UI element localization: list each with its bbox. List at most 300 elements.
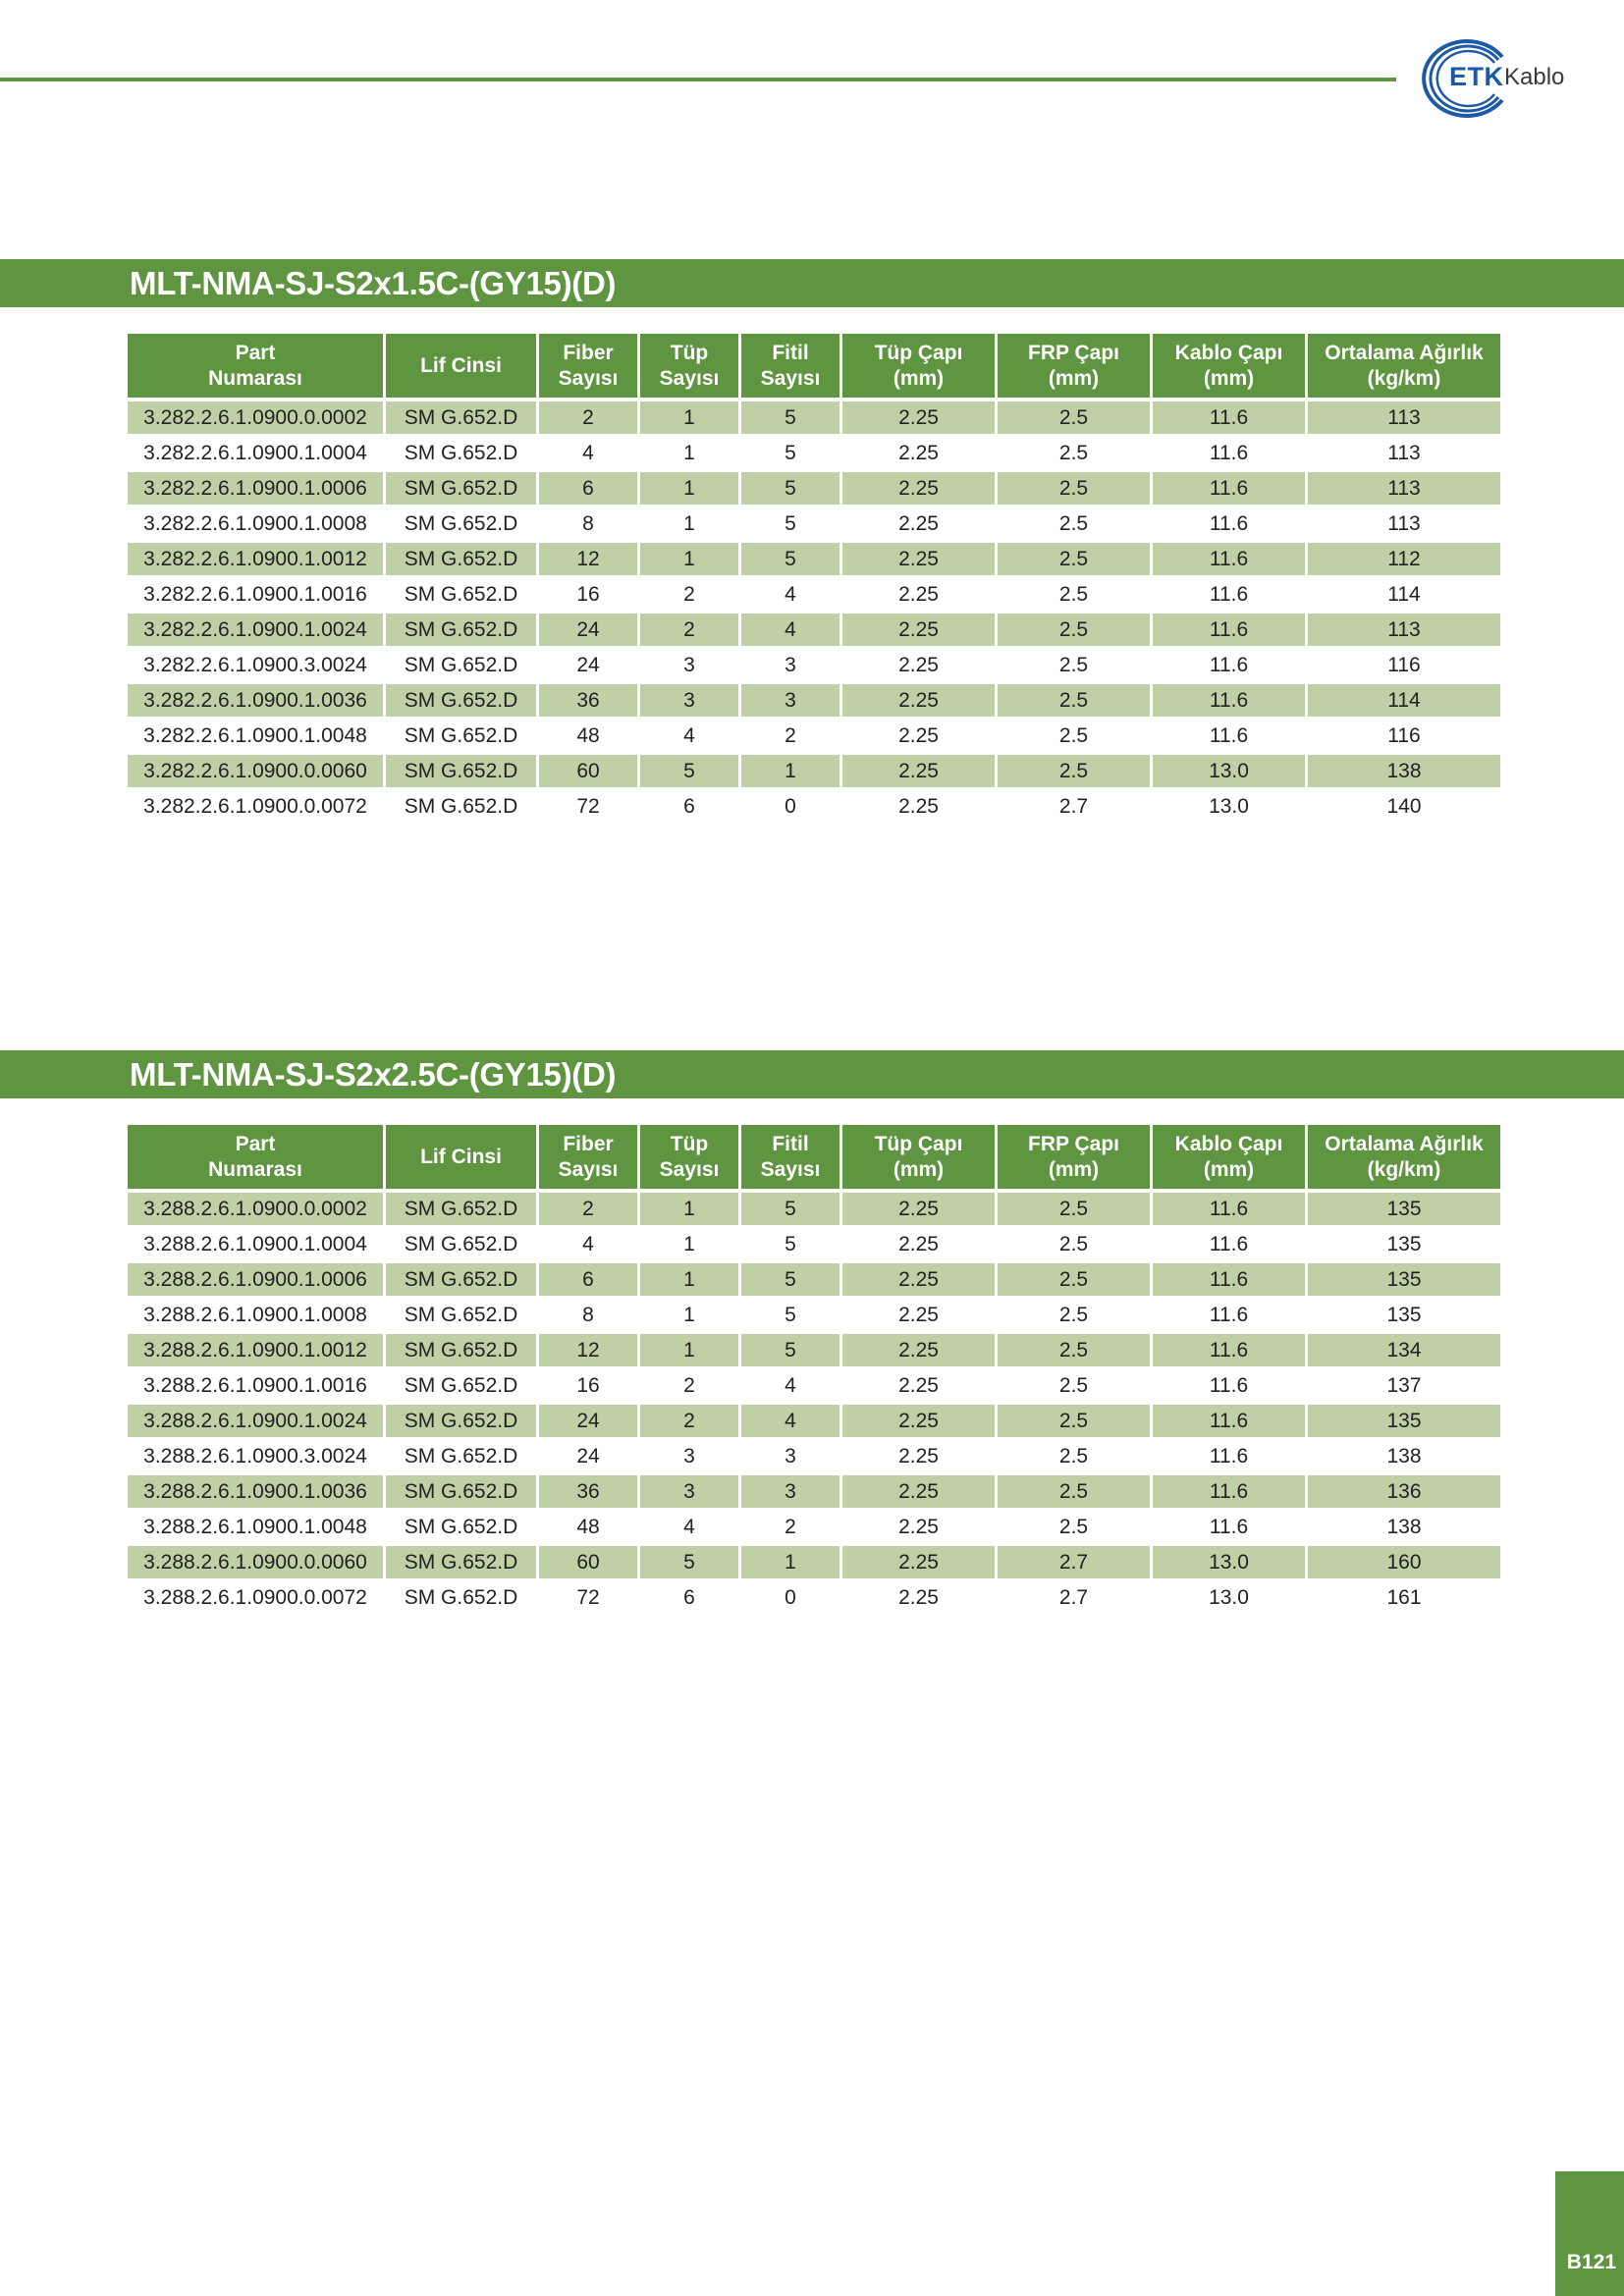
column-header-line: (kg/km) <box>1367 366 1441 390</box>
table-row <box>128 614 1500 649</box>
table-cell: 2.25 <box>842 649 995 684</box>
table-cell: 4 <box>741 1405 839 1440</box>
table-cell: 2.25 <box>842 1405 995 1440</box>
table-cell: 135 <box>1308 1405 1500 1440</box>
page-number-tab <box>1555 2171 1624 2296</box>
table-cell: 2 <box>640 1405 738 1440</box>
column-header-line: (mm) <box>893 1157 945 1181</box>
table-cell: 140 <box>1308 790 1500 826</box>
table-cell: 11.6 <box>1153 1334 1305 1369</box>
table-cell: 2.25 <box>842 684 995 720</box>
table-cell: 2.5 <box>998 507 1150 543</box>
column-header-line: Fiber <box>563 1132 614 1155</box>
table-cell: 138 <box>1308 1440 1500 1475</box>
table-cell: 2.7 <box>998 1546 1150 1581</box>
table-cell: 0 <box>741 790 839 826</box>
table-cell: 1 <box>640 401 738 437</box>
table-cell: 2.5 <box>998 472 1150 507</box>
column-header <box>842 1125 995 1193</box>
column-header-line: Sayısı <box>760 1157 821 1181</box>
table-row <box>128 1546 1500 1581</box>
table-cell: 138 <box>1308 755 1500 790</box>
table-cell: 1 <box>640 1299 738 1334</box>
table-cell: 2.25 <box>842 1511 995 1546</box>
table-row <box>128 578 1500 614</box>
column-header-line: Numarası <box>208 366 302 390</box>
table-cell: 135 <box>1308 1299 1500 1334</box>
table-cell: 3.282.2.6.1.0900.1.0016 <box>128 578 383 614</box>
table-cell: 11.6 <box>1153 1369 1305 1405</box>
table-cell: 13.0 <box>1153 755 1305 790</box>
section-title-2: MLT-NMA-SJ-S2x2.5C-(GY15)(D) <box>130 1056 617 1093</box>
table-cell: SM G.652.D <box>386 1334 536 1369</box>
table-cell: 48 <box>539 1511 637 1546</box>
table-cell: 3.282.2.6.1.0900.1.0048 <box>128 720 383 755</box>
table-cell: 4 <box>741 614 839 649</box>
table-cell: 2.5 <box>998 755 1150 790</box>
table-cell: 2.7 <box>998 790 1150 826</box>
table-cell: 2.25 <box>842 1369 995 1405</box>
table-cell: 3.288.2.6.1.0900.1.0004 <box>128 1228 383 1263</box>
table-cell: SM G.652.D <box>386 1440 536 1475</box>
column-header-line: Ortalama Ağırlık <box>1325 341 1484 364</box>
column-header-line: Sayısı <box>558 1157 619 1181</box>
table-row <box>128 755 1500 790</box>
logo-kablo-text: Kablo <box>1504 64 1565 90</box>
table-cell: 2.25 <box>842 1440 995 1475</box>
table-cell: 11.6 <box>1153 401 1305 437</box>
table-row <box>128 437 1500 472</box>
column-header-line: Numarası <box>208 1157 302 1181</box>
column-header-line: Kablo Çapı <box>1174 341 1283 364</box>
table-cell: 5 <box>741 543 839 578</box>
table-cell: 72 <box>539 790 637 826</box>
table-cell: 11.6 <box>1153 1299 1305 1334</box>
table-cell: 5 <box>640 1546 738 1581</box>
table-cell: 1 <box>640 1263 738 1299</box>
table-cell: 3.282.2.6.1.0900.1.0036 <box>128 684 383 720</box>
table-cell: 11.6 <box>1153 1193 1305 1228</box>
column-header-line: Tüp Çapı <box>874 341 963 364</box>
table-cell: SM G.652.D <box>386 543 536 578</box>
table-cell: SM G.652.D <box>386 1299 536 1334</box>
table-cell: 4 <box>539 437 637 472</box>
table-cell: 3.288.2.6.1.0900.0.0060 <box>128 1546 383 1581</box>
table-cell: SM G.652.D <box>386 755 536 790</box>
table-cell: 3.288.2.6.1.0900.1.0008 <box>128 1299 383 1334</box>
table-row <box>128 1263 1500 1299</box>
table-cell: 2.25 <box>842 1263 995 1299</box>
table-cell: 6 <box>539 1263 637 1299</box>
table-cell: 4 <box>741 578 839 614</box>
table-cell: 4 <box>640 1511 738 1546</box>
table-cell: 2.5 <box>998 720 1150 755</box>
table-cell: 2.25 <box>842 1334 995 1369</box>
table-cell: 11.6 <box>1153 649 1305 684</box>
section-title-band-2 <box>0 1050 1624 1098</box>
table-cell: 13.0 <box>1153 790 1305 826</box>
table-cell: 12 <box>539 1334 637 1369</box>
table-cell: 1 <box>640 472 738 507</box>
table-cell: 1 <box>640 1228 738 1263</box>
table-cell: 5 <box>741 1334 839 1369</box>
table-cell: 2.5 <box>998 1228 1150 1263</box>
column-header <box>842 334 995 401</box>
column-header-line: Lif Cinsi <box>420 1145 502 1168</box>
table-cell: 3 <box>640 649 738 684</box>
column-header <box>128 1125 383 1193</box>
table-row <box>128 1581 1500 1617</box>
table-row <box>128 1369 1500 1405</box>
column-header <box>741 1125 839 1193</box>
table-cell: SM G.652.D <box>386 1228 536 1263</box>
column-header <box>741 334 839 401</box>
table-cell: 3.288.2.6.1.0900.1.0036 <box>128 1475 383 1511</box>
table-cell: 16 <box>539 578 637 614</box>
column-header-line: Part <box>235 341 276 364</box>
table-cell: SM G.652.D <box>386 1475 536 1511</box>
table-row <box>128 472 1500 507</box>
column-header <box>128 334 383 401</box>
column-header <box>539 1125 637 1193</box>
table-cell: 36 <box>539 684 637 720</box>
header-row <box>128 1125 1500 1193</box>
table-cell: SM G.652.D <box>386 472 536 507</box>
table-cell: 4 <box>539 1228 637 1263</box>
table-cell: 2.5 <box>998 1334 1150 1369</box>
table-cell: 5 <box>741 1193 839 1228</box>
table-cell: 2.25 <box>842 790 995 826</box>
page-number: B121 <box>1566 2251 1616 2273</box>
table-cell: 2.25 <box>842 1581 995 1617</box>
table-cell: 60 <box>539 755 637 790</box>
column-header-line: (mm) <box>893 366 945 390</box>
column-header-line: (kg/km) <box>1367 1157 1441 1181</box>
table-row <box>128 1193 1500 1228</box>
table-cell: 136 <box>1308 1475 1500 1511</box>
column-header-line: Sayısı <box>659 366 720 390</box>
column-header-line: Sayısı <box>760 366 821 390</box>
table-cell: SM G.652.D <box>386 1263 536 1299</box>
logo-etk-text: ETK <box>1449 62 1504 91</box>
column-header-line: Sayısı <box>558 366 619 390</box>
table-cell: 3.282.2.6.1.0900.0.0002 <box>128 401 383 437</box>
table-cell: 2 <box>539 401 637 437</box>
table-cell: 2.7 <box>998 1581 1150 1617</box>
column-header <box>539 334 637 401</box>
column-header-line: Kablo Çapı <box>1174 1132 1283 1155</box>
table-row <box>128 1228 1500 1263</box>
table-cell: 5 <box>741 1228 839 1263</box>
table-cell: 3.282.2.6.1.0900.1.0012 <box>128 543 383 578</box>
table-cell: 160 <box>1308 1546 1500 1581</box>
table-cell: 11.6 <box>1153 684 1305 720</box>
table-cell: 11.6 <box>1153 1263 1305 1299</box>
table-cell: 2.5 <box>998 543 1150 578</box>
table-cell: 1 <box>640 437 738 472</box>
table-row <box>128 790 1500 826</box>
table-cell: 3 <box>741 649 839 684</box>
table-row <box>128 1405 1500 1440</box>
table-cell: SM G.652.D <box>386 1193 536 1228</box>
table-cell: 5 <box>741 472 839 507</box>
column-header-line: Tüp <box>670 341 709 364</box>
table-cell: 2.5 <box>998 437 1150 472</box>
table-cell: 113 <box>1308 437 1500 472</box>
table-cell: 12 <box>539 543 637 578</box>
table-cell: 5 <box>741 507 839 543</box>
table-cell: 2.5 <box>998 684 1150 720</box>
table-cell: 13.0 <box>1153 1581 1305 1617</box>
table-cell: SM G.652.D <box>386 790 536 826</box>
table-cell: 3.282.2.6.1.0900.1.0008 <box>128 507 383 543</box>
table-cell: 24 <box>539 649 637 684</box>
header-row <box>128 334 1500 401</box>
table-cell: 8 <box>539 507 637 543</box>
column-header-line: FRP Çapı <box>1028 1132 1119 1155</box>
table-cell: 137 <box>1308 1369 1500 1405</box>
table-cell: 113 <box>1308 401 1500 437</box>
column-header <box>998 334 1150 401</box>
table-cell: 5 <box>741 437 839 472</box>
table-cell: 11.6 <box>1153 578 1305 614</box>
table-cell: 3.282.2.6.1.0900.0.0072 <box>128 790 383 826</box>
table-row <box>128 1299 1500 1334</box>
table-cell: 112 <box>1308 543 1500 578</box>
table-cell: 2.5 <box>998 1405 1150 1440</box>
table-cell: 4 <box>741 1369 839 1405</box>
table-cell: 2.25 <box>842 472 995 507</box>
table-cell: 3.288.2.6.1.0900.1.0016 <box>128 1369 383 1405</box>
table-cell: 2.25 <box>842 1546 995 1581</box>
column-header-line: Fiber <box>563 341 614 364</box>
table-cell: 2 <box>741 1511 839 1546</box>
table-cell: SM G.652.D <box>386 437 536 472</box>
table-cell: SM G.652.D <box>386 614 536 649</box>
table-cell: 11.6 <box>1153 1405 1305 1440</box>
table-cell: 11.6 <box>1153 507 1305 543</box>
table-row <box>128 507 1500 543</box>
table-cell: 3 <box>741 1440 839 1475</box>
table-cell: 113 <box>1308 614 1500 649</box>
table-cell: 2.5 <box>998 1475 1150 1511</box>
table-row <box>128 1475 1500 1511</box>
table-cell: 16 <box>539 1369 637 1405</box>
table-cell: SM G.652.D <box>386 1581 536 1617</box>
table-row <box>128 1511 1500 1546</box>
table-cell: 2 <box>539 1193 637 1228</box>
table-cell: 2 <box>640 578 738 614</box>
table-cell: 3.282.2.6.1.0900.1.0006 <box>128 472 383 507</box>
table-cell: 5 <box>741 1299 839 1334</box>
table-cell: 161 <box>1308 1581 1500 1617</box>
etk-kablo-logo <box>1418 33 1585 122</box>
table-cell: 3 <box>741 684 839 720</box>
section-title-band-1 <box>0 259 1624 307</box>
table-row <box>128 684 1500 720</box>
table-row <box>128 649 1500 684</box>
table-cell: 2.5 <box>998 1193 1150 1228</box>
table-row <box>128 401 1500 437</box>
table-cell: 2.5 <box>998 401 1150 437</box>
table-cell: 3.288.2.6.1.0900.1.0024 <box>128 1405 383 1440</box>
table-cell: 5 <box>741 401 839 437</box>
table-cell: SM G.652.D <box>386 578 536 614</box>
table-cell: 3.288.2.6.1.0900.1.0012 <box>128 1334 383 1369</box>
column-header-line: Ortalama Ağırlık <box>1325 1132 1484 1155</box>
header-rule <box>0 78 1396 81</box>
table-cell: 2.5 <box>998 578 1150 614</box>
table-cell: 1 <box>640 1193 738 1228</box>
column-header-line: (mm) <box>1048 1157 1100 1181</box>
table-cell: 2.25 <box>842 614 995 649</box>
table-cell: 1 <box>640 507 738 543</box>
table-cell: 2 <box>640 1369 738 1405</box>
column-header <box>386 334 536 401</box>
table-cell: 0 <box>741 1581 839 1617</box>
column-header-line: Part <box>235 1132 276 1155</box>
table-cell: SM G.652.D <box>386 1511 536 1546</box>
table-cell: 4 <box>640 720 738 755</box>
table-cell: 2.25 <box>842 543 995 578</box>
table-cell: 2.5 <box>998 1369 1150 1405</box>
table-cell: 1 <box>741 1546 839 1581</box>
table-cell: SM G.652.D <box>386 649 536 684</box>
table-cell: SM G.652.D <box>386 1369 536 1405</box>
table-cell: 3.288.2.6.1.0900.0.0002 <box>128 1193 383 1228</box>
column-header <box>640 1125 738 1193</box>
table-cell: 2.25 <box>842 720 995 755</box>
table-cell: 13.0 <box>1153 1546 1305 1581</box>
column-header-line: Fitil <box>772 341 809 364</box>
column-header-line: (mm) <box>1203 366 1255 390</box>
table-row <box>128 543 1500 578</box>
table-cell: 2.25 <box>842 401 995 437</box>
spec-table-1 <box>125 334 1503 826</box>
table-cell: SM G.652.D <box>386 720 536 755</box>
table-cell: 2.25 <box>842 1475 995 1511</box>
column-header-line: Tüp Çapı <box>874 1132 963 1155</box>
column-header-line: Tüp <box>670 1132 709 1155</box>
table-cell: 1 <box>741 755 839 790</box>
table-cell: 3.288.2.6.1.0900.1.0006 <box>128 1263 383 1299</box>
table-cell: 11.6 <box>1153 614 1305 649</box>
table-cell: 60 <box>539 1546 637 1581</box>
table-cell: 2.25 <box>842 1228 995 1263</box>
table-row <box>128 1334 1500 1369</box>
table-cell: 2.25 <box>842 578 995 614</box>
table-cell: 1 <box>640 1334 738 1369</box>
column-header <box>640 334 738 401</box>
table-cell: 2.25 <box>842 1193 995 1228</box>
table-cell: 138 <box>1308 1511 1500 1546</box>
table-cell: 24 <box>539 1405 637 1440</box>
table-cell: SM G.652.D <box>386 1405 536 1440</box>
table-cell: 2.5 <box>998 1299 1150 1334</box>
table-cell: 48 <box>539 720 637 755</box>
table-cell: 2.5 <box>998 1511 1150 1546</box>
table-cell: 134 <box>1308 1334 1500 1369</box>
table-cell: 3 <box>640 684 738 720</box>
table-cell: 3.282.2.6.1.0900.1.0004 <box>128 437 383 472</box>
table-cell: 3 <box>741 1475 839 1511</box>
table-cell: 6 <box>640 1581 738 1617</box>
table-cell: 2.25 <box>842 437 995 472</box>
table-cell: 2.5 <box>998 1440 1150 1475</box>
table-cell: 135 <box>1308 1263 1500 1299</box>
table-cell: 24 <box>539 1440 637 1475</box>
column-header <box>1153 1125 1305 1193</box>
table-cell: 11.6 <box>1153 1440 1305 1475</box>
table-cell: 2.25 <box>842 755 995 790</box>
table-cell: 1 <box>640 543 738 578</box>
column-header <box>1153 334 1305 401</box>
column-header-line: FRP Çapı <box>1028 341 1119 364</box>
section-title-1: MLT-NMA-SJ-S2x1.5C-(GY15)(D) <box>130 265 617 301</box>
table-cell: 11.6 <box>1153 1475 1305 1511</box>
table-cell: 2.5 <box>998 649 1150 684</box>
table-cell: 6 <box>640 790 738 826</box>
column-header-line: Fitil <box>772 1132 809 1155</box>
table-cell: 114 <box>1308 578 1500 614</box>
table-cell: SM G.652.D <box>386 684 536 720</box>
table-cell: 24 <box>539 614 637 649</box>
table-cell: 11.6 <box>1153 1511 1305 1546</box>
table-cell: 2.5 <box>998 1263 1150 1299</box>
table-cell: 135 <box>1308 1228 1500 1263</box>
table-cell: 3.282.2.6.1.0900.0.0060 <box>128 755 383 790</box>
table-cell: 11.6 <box>1153 437 1305 472</box>
table-cell: 2 <box>741 720 839 755</box>
column-header-line: (mm) <box>1203 1157 1255 1181</box>
table-cell: 5 <box>741 1263 839 1299</box>
table-row <box>128 1440 1500 1475</box>
column-header-line: Sayısı <box>659 1157 720 1181</box>
table-cell: SM G.652.D <box>386 1546 536 1581</box>
table-cell: 2 <box>640 614 738 649</box>
table-cell: 2.25 <box>842 507 995 543</box>
table-cell: 8 <box>539 1299 637 1334</box>
table-cell: 2.5 <box>998 614 1150 649</box>
table-cell: 11.6 <box>1153 472 1305 507</box>
column-header-line: (mm) <box>1048 366 1100 390</box>
table-cell: 3.288.2.6.1.0900.0.0072 <box>128 1581 383 1617</box>
table-cell: 116 <box>1308 720 1500 755</box>
table-cell: 3.282.2.6.1.0900.3.0024 <box>128 649 383 684</box>
table-cell: 3 <box>640 1440 738 1475</box>
table-cell: 36 <box>539 1475 637 1511</box>
table-cell: 72 <box>539 1581 637 1617</box>
table-cell: 11.6 <box>1153 543 1305 578</box>
table-cell: 113 <box>1308 472 1500 507</box>
table-row <box>128 720 1500 755</box>
spec-table-2 <box>125 1125 1503 1617</box>
table-cell: SM G.652.D <box>386 507 536 543</box>
column-header <box>386 1125 536 1193</box>
table-cell: 11.6 <box>1153 720 1305 755</box>
table-cell: SM G.652.D <box>386 401 536 437</box>
column-header <box>1308 334 1500 401</box>
table-cell: 3.288.2.6.1.0900.3.0024 <box>128 1440 383 1475</box>
table-cell: 3 <box>640 1475 738 1511</box>
table-cell: 2.25 <box>842 1299 995 1334</box>
table-cell: 5 <box>640 755 738 790</box>
table-cell: 6 <box>539 472 637 507</box>
table-cell: 116 <box>1308 649 1500 684</box>
table-cell: 3.288.2.6.1.0900.1.0048 <box>128 1511 383 1546</box>
column-header <box>998 1125 1150 1193</box>
table-cell: 11.6 <box>1153 1228 1305 1263</box>
